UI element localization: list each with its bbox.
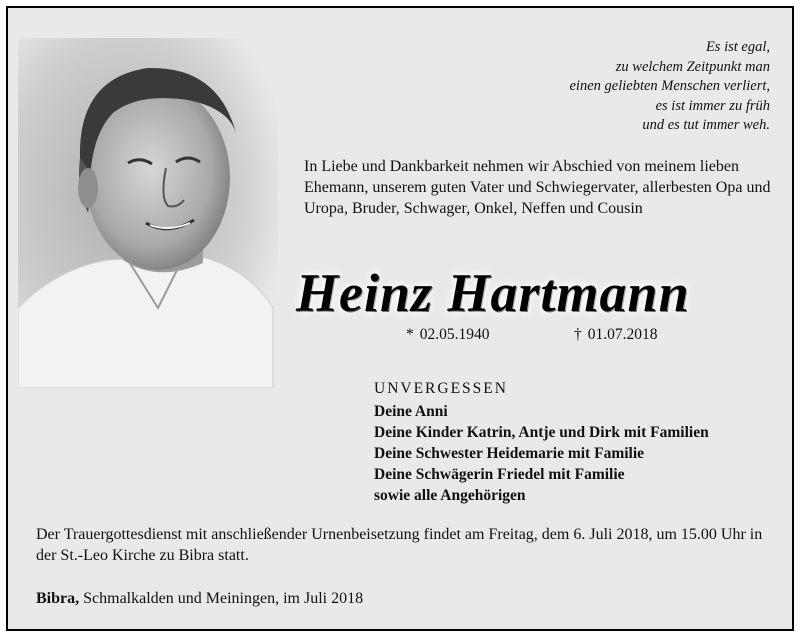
quote-line: einen geliebten Menschen verliert, bbox=[569, 78, 770, 94]
death-cross-symbol: † bbox=[574, 326, 582, 343]
quote-line: und es tut immer weh. bbox=[642, 117, 770, 133]
death-date-value: 01.07.2018 bbox=[587, 326, 658, 343]
memorial-quote bbox=[470, 38, 770, 136]
birth-date-value: 02.05.1940 bbox=[419, 326, 490, 343]
quote-line: zu welchem Zeitpunkt man bbox=[615, 58, 770, 75]
intro-text: In Liebe und Dankbarkeit nehmen wir Abschied von meinem lieben Ehemann, unserem guten Vater und Schwiegervater, allerbesten Opa und Uropa, Bruder, Schwager, Onkel, Neffen und Cousin bbox=[304, 158, 771, 217]
quote-line: es ist immer zu früh bbox=[655, 97, 770, 114]
mourner-entry: Deine Schwester Heidemarie mit Familie bbox=[374, 445, 645, 462]
deceased-name: Heinz Hartmann bbox=[296, 263, 690, 323]
mourners-list bbox=[374, 401, 794, 506]
mourner-entry: sowie alle Angehörigen bbox=[374, 487, 526, 504]
portrait-photo bbox=[18, 38, 278, 388]
mourner-entry: Deine Anni bbox=[374, 403, 448, 420]
place-rest: Schmalkalden und Meiningen, im Juli 2018 bbox=[83, 590, 364, 607]
place-town: Bibra, bbox=[36, 590, 80, 607]
birth-star-symbol: * bbox=[406, 326, 414, 343]
mourner-entry: Deine Kinder Katrin, Antje und Dirk mit Familien bbox=[374, 424, 709, 441]
mourner-entry: Deine Schwägerin Friedel mit Familie bbox=[374, 466, 625, 483]
quote-line: Es ist egal, bbox=[705, 39, 770, 55]
mourners-heading: UNVERGESSEN bbox=[374, 380, 508, 397]
birth-date bbox=[406, 326, 490, 344]
mourners-block bbox=[374, 378, 794, 506]
service-announcement: Der Trauergottesdienst mit anschließender Urnenbeisetzung findet am Freitag, dem 6. Juli 2018, um 15.00 Uhr in der St.-Leo Kirche zu Bibra statt. bbox=[36, 526, 763, 564]
death-date bbox=[574, 326, 658, 344]
obituary-frame bbox=[6, 6, 794, 631]
place-and-date bbox=[36, 590, 736, 608]
